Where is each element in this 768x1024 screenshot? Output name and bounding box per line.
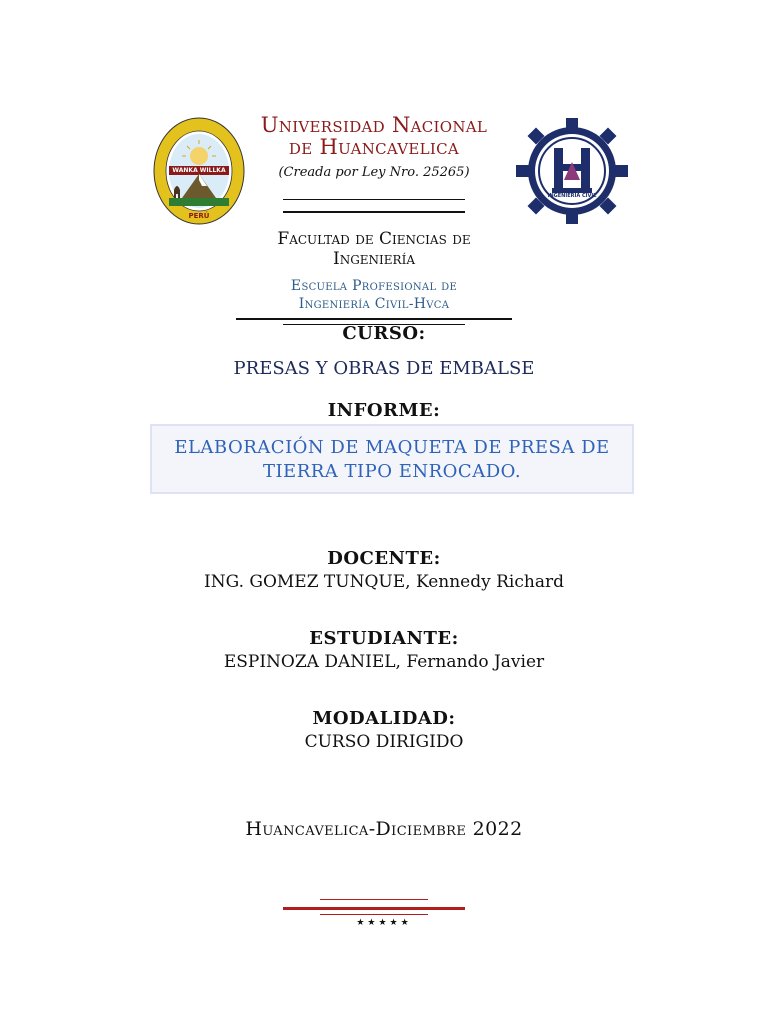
- gear-logo-text: INGENIERÍA CIVIL: [547, 193, 597, 199]
- student-name: ESPINOZA DANIEL, Fernando Javier: [223, 652, 545, 672]
- university-name-line1: Universidad Nacional: [260, 113, 488, 137]
- university-name: [244, 114, 504, 158]
- faculty-name: [220, 229, 528, 269]
- report-title-line2: TIERRA TIPO ENROCADO.: [262, 461, 522, 482]
- course-divider-thick: [236, 318, 512, 320]
- creation-note: (Creada por Ley Nro. 25265): [278, 165, 470, 180]
- course-value: PRESAS Y OBRAS DE EMBALSE: [233, 358, 535, 379]
- seal-banner-text: WANKA WILLKA: [172, 167, 226, 174]
- seal-country-text: PERÚ: [188, 212, 210, 220]
- student-heading: ESTUDIANTE:: [309, 628, 459, 649]
- university-name-line2: de Huancavelica: [288, 135, 460, 159]
- header-divider-thick: [283, 211, 465, 213]
- place-date: Huancavelica-Diciembre 2022: [245, 818, 523, 840]
- course-heading: CURSO:: [342, 323, 426, 344]
- school-name: [220, 277, 528, 313]
- university-seal-logo: [152, 116, 246, 226]
- school-name-line1: Escuela Profesional de: [290, 278, 458, 294]
- report-title: [160, 436, 624, 484]
- faculty-name-line2: Ingeniería: [332, 249, 415, 269]
- footer-rule-main: [283, 907, 465, 910]
- footer-stars: ★★★★★: [356, 918, 412, 928]
- faculty-name-line1: Facultad de Ciencias de: [277, 229, 471, 249]
- footer-rule-bottom: [320, 914, 428, 915]
- teacher-name: ING. GOMEZ TUNQUE, Kennedy Richard: [204, 572, 564, 592]
- school-name-line2: Ingeniería Civil-Hvca: [298, 296, 450, 312]
- teacher-heading: DOCENTE:: [327, 548, 441, 569]
- modality-value: CURSO DIRIGIDO: [304, 732, 464, 752]
- civil-engineering-gear-logo: [516, 118, 628, 224]
- report-heading: INFORME:: [327, 400, 441, 421]
- report-title-line1: ELABORACIÓN DE MAQUETA DE PRESA DE: [174, 437, 610, 458]
- footer-rule-top: [320, 899, 428, 900]
- modality-heading: MODALIDAD:: [312, 708, 456, 729]
- header-divider-thin: [283, 199, 465, 200]
